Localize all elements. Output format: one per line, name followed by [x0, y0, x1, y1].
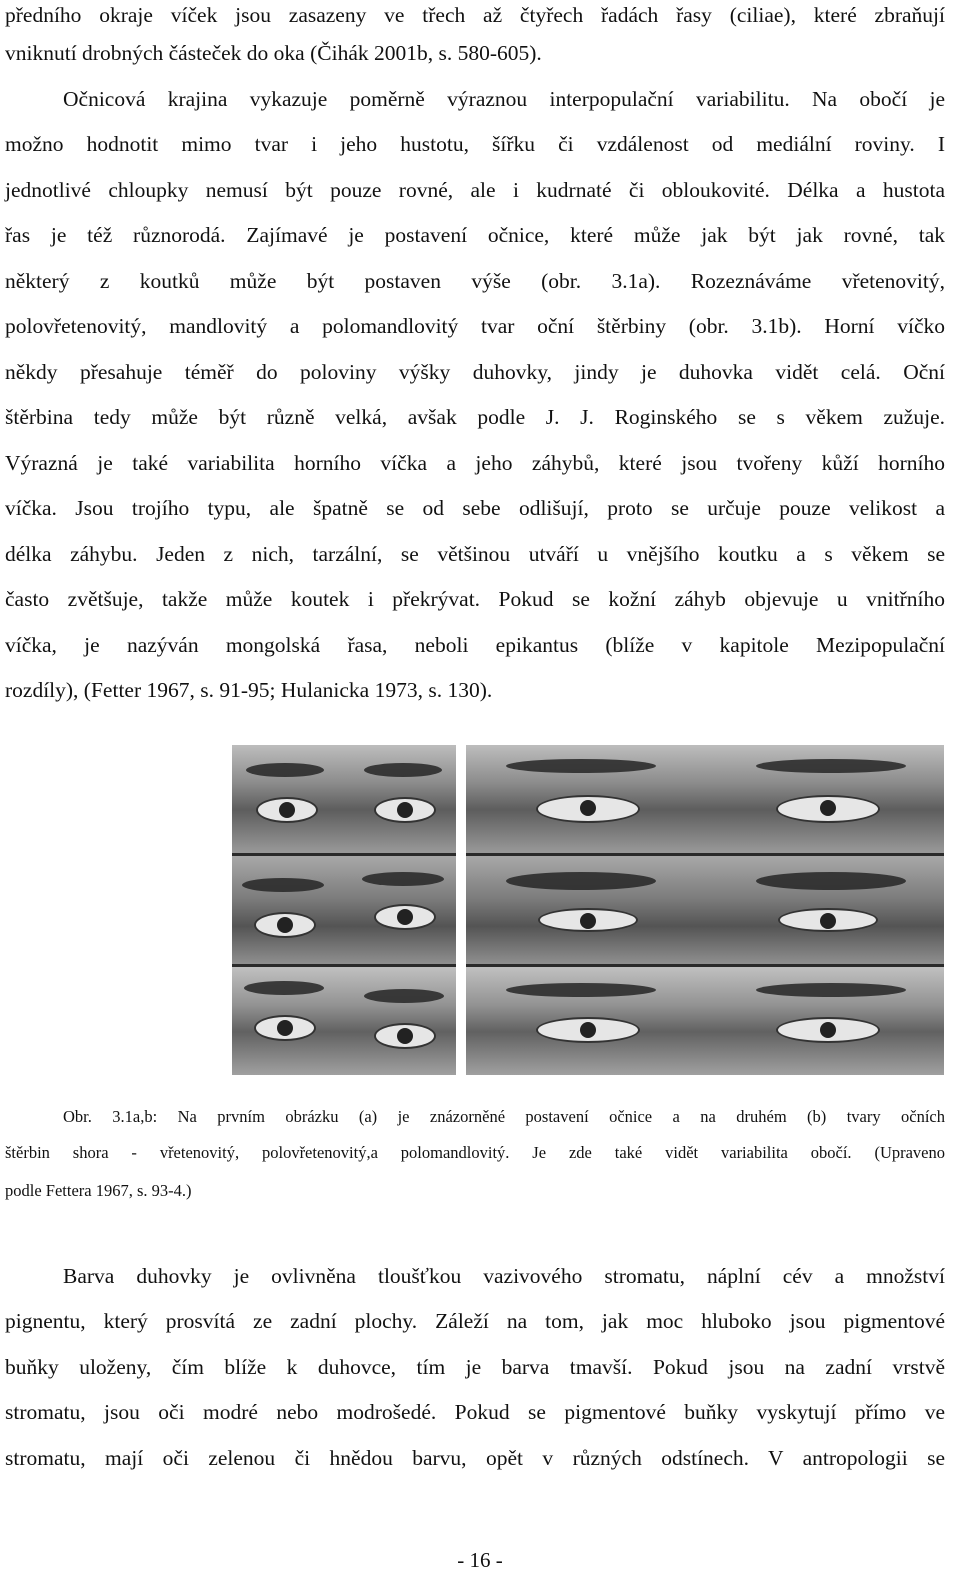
eye-photo — [466, 745, 944, 853]
eye-photo — [466, 967, 944, 1075]
text-line: často zvětšuje, takže může koutek i překrývat. Pokud se kožní záhyb objevuje u vnitřního — [5, 587, 945, 611]
text-line: někdy přesahuje téměř do poloviny výšky duhovky, jindy je duhovka vidět celá. Oční — [5, 360, 945, 384]
eye-photographs-figure — [232, 745, 944, 1075]
text-line: některý z koutků může být postaven výše (obr. 3.1a). Rozeznáváme vřetenovitý, — [5, 269, 945, 293]
caption-line: podle Fettera 1967, s. 93-4.) — [5, 1181, 192, 1200]
text-line: polovřetenovitý, mandlovitý a polomandlovitý tvar oční štěrbiny (obr. 3.1b). Horní víčko — [5, 314, 945, 338]
caption-line: štěrbin shora - vřetenovitý, polovřetenovitý,a polomandlovitý. Je zde také vidět variabilita obočí. (Upraveno — [5, 1143, 945, 1162]
text-line: buňky uloženy, čím blíže k duhovce, tím je barva tmavší. Pokud jsou na zadní vrstvě — [5, 1355, 945, 1379]
text-line: rozdíly), (Fetter 1967, s. 91-95; Hulanicka 1973, s. 130). — [5, 678, 493, 702]
caption-line: Obr. 3.1a,b: Na prvním obrázku (a) je znázorněné postavení očnice a na druhém (b) tvary očních — [63, 1107, 945, 1126]
figure-panel-b — [466, 745, 944, 1075]
text-line: jednotlivé chloupky nemusí být pouze rovné, ale i kudrnaté či obloukovité. Délka a hustota — [5, 178, 945, 202]
text-line: možno hodnotit mimo tvar i jeho hustotu, šířku či vzdálenost od mediální roviny. I — [5, 132, 945, 156]
eye-photo — [466, 856, 944, 964]
text-line: víčka. Jsou trojího typu, ale špatně se od sebe odlišují, proto se určuje pouze velikost a — [5, 496, 945, 520]
eye-photo — [232, 745, 456, 853]
text-line: stromatu, mají oči zelenou či hnědou barvu, opět v různých odstínech. V antropologii se — [5, 1446, 945, 1470]
text-line: Očnicová krajina vykazuje poměrně výraznou interpopulační variabilitu. Na obočí je — [63, 87, 945, 111]
text-line: řas je též různorodá. Zajímavé je postavení očnice, které může jak být jak rovné, tak — [5, 223, 945, 247]
text-line: předního okraje víček jsou zasazeny ve třech až čtyřech řadách řasy (ciliae), které zbraňují — [5, 3, 945, 27]
text-line: víčka, je nazýván mongolská řasa, neboli epikantus (blíže v kapitole Mezipopulační — [5, 633, 945, 657]
text-line: stromatu, jsou oči modré nebo modrošedé. Pokud se pigmentové buňky vyskytují přímo ve — [5, 1400, 945, 1424]
text-line: Výrazná je také variabilita horního víčka a jeho záhybů, které jsou tvořeny kůží horního — [5, 451, 945, 475]
text-line: štěrbina tedy může být různě velká, avšak podle J. J. Roginského se s věkem zužuje. — [5, 405, 945, 429]
text-line: pignentu, který prosvítá ze zadní plochy. Záleží na tom, jak moc hluboko jsou pigmentové — [5, 1309, 945, 1333]
text-line: vniknutí drobných částeček do oka (Čihák 2001b, s. 580-605). — [5, 41, 542, 65]
text-line: délka záhybu. Jeden z nich, tarzální, se většinou utváří u vnějšího koutku a s věkem se — [5, 542, 945, 566]
text-line: Barva duhovky je ovlivněna tloušťkou vazivového stromatu, náplní cév a množství — [63, 1264, 945, 1288]
eye-photo — [232, 856, 456, 964]
eye-photo — [232, 967, 456, 1075]
page-number: - 16 - — [457, 1548, 503, 1572]
figure-panel-a — [232, 745, 456, 1075]
